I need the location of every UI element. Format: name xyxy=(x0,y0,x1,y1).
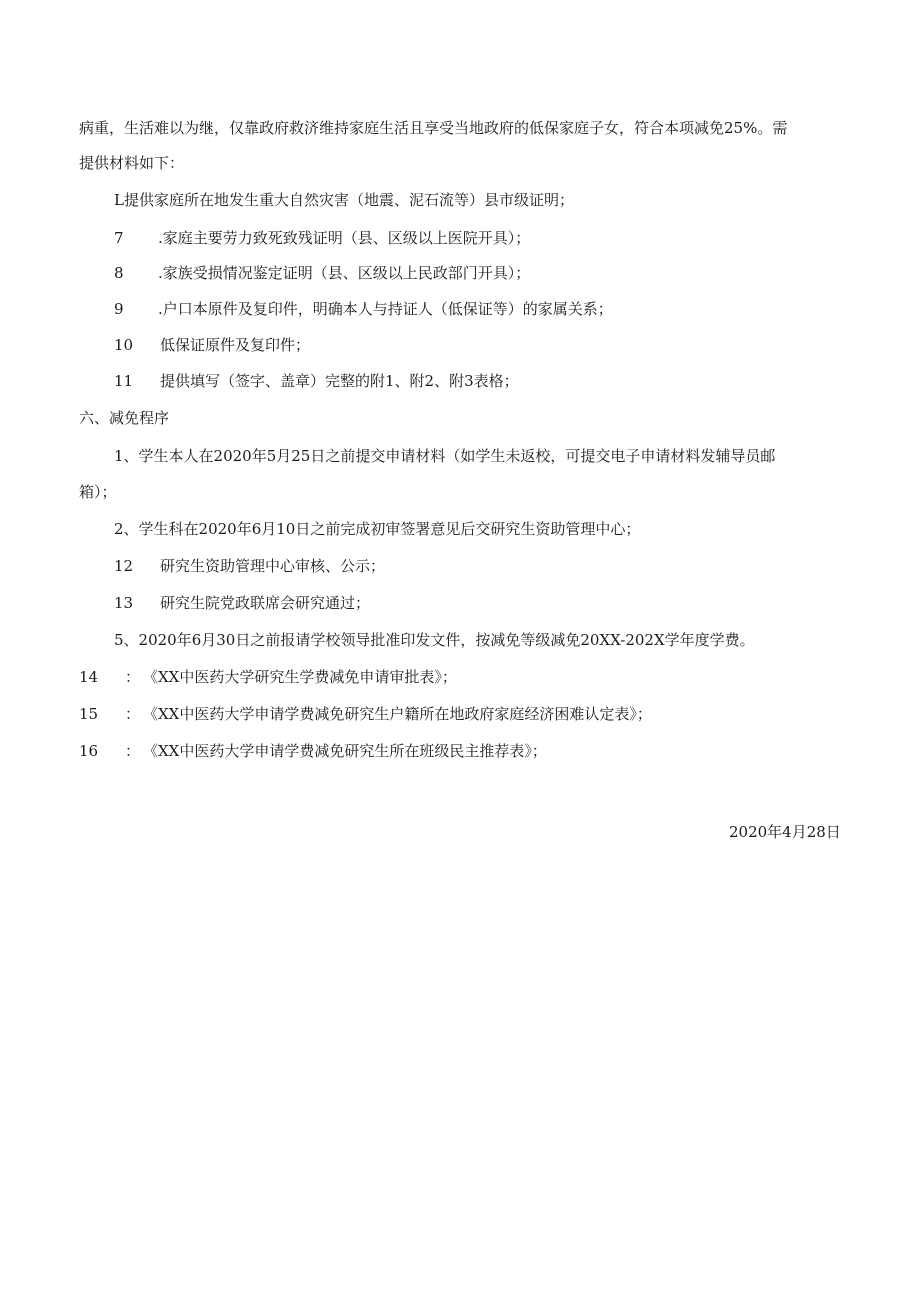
material-number: 8 xyxy=(114,264,124,282)
material-text: .家族受损情况鉴定证明（县、区级以上民政部门开具）； xyxy=(158,264,531,282)
step-2: 2、学生科在2020年6月10日之前完成初审签署意见后交研究生资助管理中心； xyxy=(114,520,641,538)
material-number: 7 xyxy=(114,229,124,247)
material-text: 低保证原件及复印件； xyxy=(160,336,311,354)
document-date: 2020年4月28日 xyxy=(729,823,841,841)
material-number: 9 xyxy=(114,300,124,318)
step-number: 12 xyxy=(114,557,134,575)
attachment-separator: ： xyxy=(125,668,141,686)
step-text: 研究生资助管理中心审核、公示； xyxy=(160,557,386,575)
step-1-line-2: 箱）； xyxy=(79,483,117,501)
step-5: 5、2020年6月30日之前报请学校领导批准印发文件，按减免等级减免20XX-202X学年度学费。 xyxy=(114,631,755,649)
step-1-line-1: 1、学生本人在2020年5月25日之前提交申请材料（如学生未返校，可提交电子申请材料发辅导员邮 xyxy=(114,447,776,465)
material-text: .家庭主要劳力致死致残证明（县、区级以上医院开具）； xyxy=(158,229,531,247)
intro-line-1: 病重，生活难以为继，仅靠政府救济维持家庭生活且享受当地政府的低保家庭子女，符合本项减免25%。需 xyxy=(79,119,788,137)
intro-line-2: 提供材料如下： xyxy=(79,154,185,172)
material-number: 10 xyxy=(114,336,134,354)
material-item-1: L提供家庭所在地发生重大自然灾害（地震、泥石流等）县市级证明； xyxy=(114,191,574,209)
attachment-number: 15 xyxy=(79,705,99,723)
step-text: 研究生院党政联席会研究通过； xyxy=(160,594,371,612)
attachment-number: 16 xyxy=(79,742,99,760)
material-text: .户口本原件及复印件，明确本人与持证人（低保证等）的家属关系； xyxy=(158,300,613,318)
attachment-separator: ： xyxy=(125,742,141,760)
attachment-number: 14 xyxy=(79,668,99,686)
material-number: 11 xyxy=(114,372,134,390)
step-number: 13 xyxy=(114,594,134,612)
section-title: 六、减免程序 xyxy=(79,409,170,427)
attachment-title: 《XX中医药大学申请学费减免研究生户籍所在地政府家庭经济困难认定表》； xyxy=(143,705,652,723)
attachment-title: 《XX中医药大学研究生学费减免申请审批表》； xyxy=(143,668,457,686)
attachment-title: 《XX中医药大学申请学费减免研究生所在班级民主推荐表》； xyxy=(143,742,547,760)
attachment-separator: ： xyxy=(125,705,141,723)
material-text: 提供填写（签字、盖章）完整的附1、附2、附3表格； xyxy=(160,372,519,390)
